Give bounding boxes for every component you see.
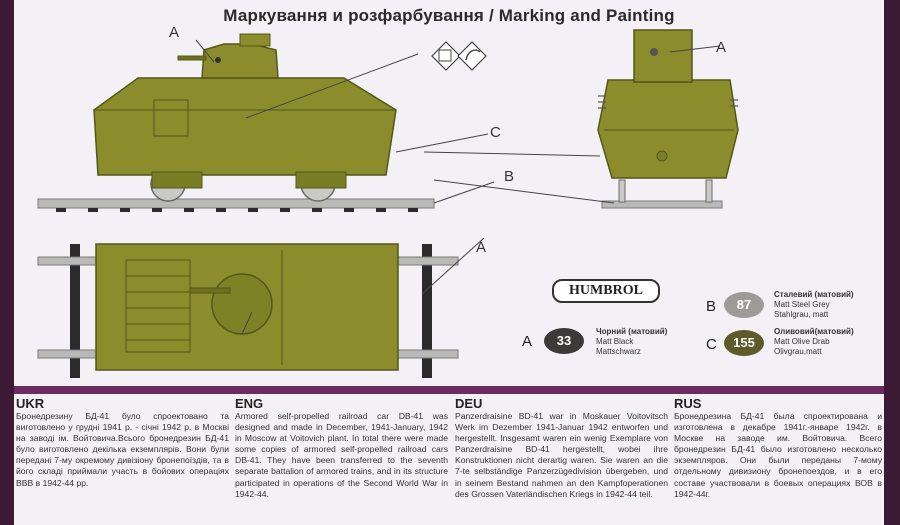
side-view-hull bbox=[94, 78, 396, 175]
paint-c-name-deu: Olivgrau,matt bbox=[774, 347, 822, 356]
side-view-rail bbox=[38, 199, 434, 208]
lang-text-deu: Panzerdraisine BD-41 war in Moskauer Voitovitsch Werk im Dezember 1941-Januar 1942 entworfen und hergestellt. Insgesamt waren ein wenig Exemplare von Panzerdraisine BD-41 hergestellt, wobei ihre Konstruktionen nicht derartig waren. Sie waren an die 7-te selbständige Panzerzügedivision übergeben, und in seinem Bestand nahmen an den Kampfoperationen des Grossen Vaterländischen Kriegs in 1942-44 teil. bbox=[455, 411, 668, 499]
paint-a-name-ukr: Чорний (матовий) bbox=[596, 327, 668, 336]
side-view-sleepers bbox=[56, 208, 418, 212]
plan-view-turret bbox=[212, 274, 272, 334]
paint-b-name-ukr: Сталевий (матовий) bbox=[774, 290, 854, 299]
callout-a-front: A bbox=[716, 39, 727, 56]
paint-c-badge: 155 bbox=[724, 330, 764, 356]
side-view bbox=[38, 34, 494, 212]
lang-heading-rus: RUS bbox=[674, 396, 702, 411]
lang-column-eng bbox=[235, 396, 448, 500]
paint-b-letter: B bbox=[706, 298, 717, 315]
lang-heading-deu: DEU bbox=[455, 396, 483, 411]
front-view-hull bbox=[598, 80, 738, 178]
paint-c-names bbox=[774, 327, 854, 357]
lang-heading-eng: ENG bbox=[235, 396, 264, 411]
callout-a-rails: A bbox=[476, 239, 487, 256]
paint-b-names bbox=[774, 290, 854, 320]
callout-b: B bbox=[504, 168, 515, 185]
paint-a-badge: 33 bbox=[544, 328, 584, 354]
callout-c: C bbox=[490, 124, 501, 141]
lang-column-deu bbox=[455, 396, 668, 500]
lang-text-eng: Armored self-propelled railroad car DB-41 was designed and made in December, 1941-January, 1942 in Moscow at Voitovich plant. In total there were made some copies of armored self-propelled railroad cars DB-41. They have been transferred to the seventh separate battalion of armored trains, and in its structure participated in operations of the Second World War in 1942-44. bbox=[235, 411, 448, 499]
lang-text-ukr: Бронедрезину БД-41 було спроектовано та виготовлено у грудні 1941 р. - січні 1942 р. в Москві на заводі ім. Войтовича.Всього бронедрезин БД-41 було виготовлено декілька екземплярів. Вони були передані 7-му окремому дивізіону бронепоїздів, та в його складі приймали участь в бойових операціях ВВВ в 1942-44 рр. bbox=[16, 411, 229, 488]
paint-a-letter: A bbox=[522, 333, 533, 350]
paint-a-names bbox=[596, 327, 667, 357]
lang-text-rus: Бронедрезина БД-41 была спроектирована и изготовлена в декабре 1941г.-январе 1942г. в Москве на заводе им. Войтовича. Всего бронедрезин БД-41 было изготовлено несколько экземпляров. Они были переданы 7-мому отдельному дивизиону бронепоездов, и в его составе участвовали в боевых операциях ВОВ в 1942-44г. bbox=[674, 411, 882, 499]
paint-brush-icon bbox=[458, 42, 486, 70]
paint-b-badge: 87 bbox=[724, 292, 764, 318]
paint-c-name-eng: Matt Olive Drab bbox=[774, 337, 830, 346]
side-view-gun bbox=[178, 56, 206, 60]
paint-a-name-deu: Mattschwarz bbox=[596, 347, 641, 356]
humbrol-logo: HUMBROL bbox=[552, 279, 660, 303]
section-divider bbox=[14, 386, 884, 394]
paint-c-name-ukr: Оливовий(матовий) bbox=[774, 327, 854, 336]
paint-c-letter: C bbox=[706, 336, 717, 353]
callout-a-turret: A bbox=[169, 24, 180, 41]
paint-b-name-deu: Stahlgrau, matt bbox=[774, 310, 829, 319]
lang-column-ukr bbox=[16, 396, 229, 489]
plan-view bbox=[38, 238, 487, 378]
front-view-turret bbox=[634, 30, 692, 82]
lang-column-rus bbox=[674, 396, 882, 500]
paint-b-name-eng: Matt Steel Grey bbox=[774, 300, 830, 309]
lang-heading-ukr: UKR bbox=[16, 396, 45, 411]
decal-icon bbox=[432, 42, 460, 70]
instruction-sheet bbox=[14, 0, 884, 525]
page-title: Маркування и розфарбування / Marking and Painting bbox=[223, 6, 675, 25]
paint-a-name-eng: Matt Black bbox=[596, 337, 634, 346]
